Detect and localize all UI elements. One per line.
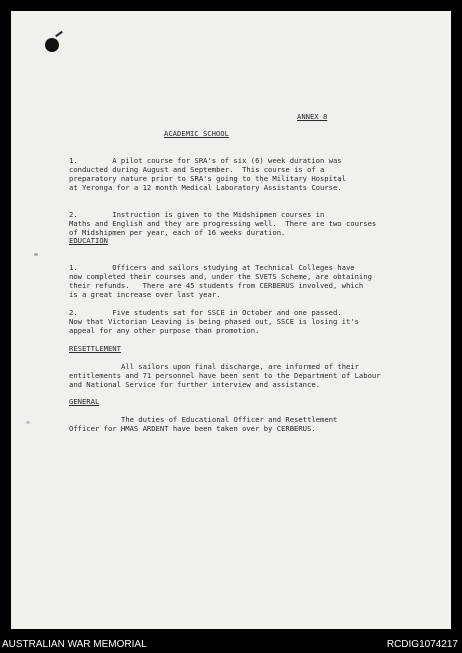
archive-reference: RCDIG1074217	[386, 639, 458, 650]
paragraph-line: is a great increase over last year.	[69, 290, 221, 299]
paragraph-line: 1. A pilot course for SRA's of six (6) week duration was	[69, 156, 342, 165]
paragraph-line: 2. Instruction is given to the Midshipmen courses in	[69, 210, 325, 219]
paragraph-line: entitlements and 71 personnel have been sent to the Department of Labour	[69, 371, 381, 380]
annex-label: ANNEX 8	[297, 112, 328, 121]
archive-source: AUSTRALIAN WAR MEMORIAL	[2, 639, 147, 650]
paragraph-line: Maths and English and they are progressing well. There are two courses	[69, 219, 377, 228]
paragraph-line: appeal for any other purpose than promotion.	[69, 326, 260, 335]
paragraph-line: conducted during August and September. This course is of a	[69, 165, 325, 174]
punch-hole	[45, 38, 59, 52]
punch-mark	[55, 31, 63, 37]
section-heading-resettlement: RESETTLEMENT	[69, 344, 121, 353]
section-heading-education: EDUCATION	[69, 236, 108, 245]
paragraph-line: The duties of Educational Officer and Resettlement	[121, 415, 338, 424]
paragraph-line: of Midshipmen per year, each of 16 weeks duration.	[69, 228, 286, 237]
paragraph-line: All sailors upon final discharge, are informed of their	[121, 362, 359, 371]
archive-footer	[0, 637, 462, 653]
document-page	[11, 11, 451, 629]
section-heading-general: GENERAL	[69, 397, 100, 406]
paragraph-line: at Yeronga for a 12 month Medical Laboratory Assistants Course.	[69, 183, 342, 192]
paragraph-line: their refunds. There are 45 students from CERBERUS involved, which	[69, 281, 364, 290]
paper-speck	[34, 253, 38, 256]
paragraph-line: 2. Five students sat for SSCE in October and one passed.	[69, 308, 342, 317]
paragraph-line: Now that Victorian Leaving is being phased out, SSCE is losing it's	[69, 317, 359, 326]
paragraph-line: preparatory nature prior to SRA's going to the Military Hospital	[69, 174, 346, 183]
section-heading-academic-school: ACADEMIC SCHOOL	[164, 129, 229, 138]
paragraph-line: now completed their courses and, under the SVETS Scheme, are obtaining	[69, 272, 372, 281]
paper-speck	[26, 421, 30, 424]
paragraph-line: and National Service for further interview and assistance.	[69, 380, 320, 389]
paragraph-line: 1. Officers and sailors studying at Technical Colleges have	[69, 263, 355, 272]
paragraph-line: Officer for HMAS ARDENT have been taken over by CERBERUS.	[69, 424, 316, 433]
